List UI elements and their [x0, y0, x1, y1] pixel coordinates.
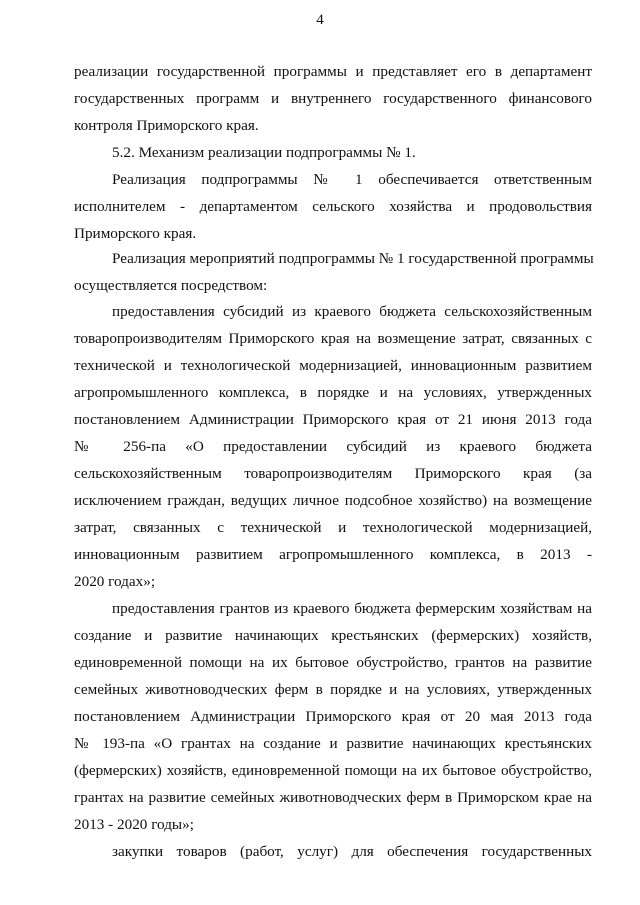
text-line: закупки товаров (работ, услуг) для обеспечения государственных	[112, 843, 592, 860]
text-line: товаропроизводителям Приморского края на возмещение затрат, связанных с	[74, 330, 592, 347]
text-line: затрат, связанных с технической и технологической модернизацией,	[74, 519, 592, 536]
text-line: 2020 годах»;	[74, 573, 156, 590]
text-line: постановлением Администрации Приморского края от 21 июня 2013 года	[74, 411, 592, 428]
text-line: предоставления субсидий из краевого бюджета сельскохозяйственным	[112, 303, 592, 320]
text-line: сельскохозяйственным товаропроизводителям Приморского края (за	[74, 465, 592, 482]
text-line: исполнителем - департаментом сельского хозяйства и продовольствия	[74, 198, 592, 215]
text-line: № 193-па «О грантах на создание и развитие начинающих крестьянских	[74, 735, 592, 752]
text-line: создание и развитие начинающих крестьянских (фермерских) хозяйств,	[74, 627, 592, 644]
text-line: исключением граждан, ведущих личное подсобное хозяйство) на возмещение	[74, 492, 592, 509]
text-line: № 256-па «О предоставлении субсидий из краевого бюджета	[74, 438, 592, 455]
text-line: 2013 - 2020 годы»;	[74, 816, 194, 833]
text-line: реализации государственной программы и представляет его в департамент	[74, 63, 592, 80]
text-line: (фермерских) хозяйств, единовременной помощи на их бытовое обустройство,	[74, 762, 592, 779]
text-line: грантах на развитие семейных животноводческих ферм в Приморском крае на	[74, 789, 592, 806]
text-line: инновационным развитием агропромышленного комплекса, в 2013 -	[74, 546, 592, 563]
text-line: Реализация подпрограммы № 1 обеспечивается ответственным	[112, 171, 592, 188]
text-line: Приморского края.	[74, 225, 197, 242]
text-line: единовременной помощи на их бытовое обустройство, грантов на развитие	[74, 654, 592, 671]
text-line: государственных программ и внутреннего государственного финансового	[74, 90, 592, 107]
section-heading: 5.2. Механизм реализации подпрограммы № 1.	[112, 144, 416, 161]
text-line: контроля Приморского края.	[74, 117, 259, 134]
text-line: постановлением Администрации Приморского края от 20 мая 2013 года	[74, 708, 592, 725]
text-line: агропромышленного комплекса, в порядке и на условиях, утвержденных	[74, 384, 592, 401]
text-line: семейных животноводческих ферм в порядке и на условиях, утвержденных	[74, 681, 592, 698]
page-number: 4	[316, 12, 324, 28]
text-line: технической и технологической модернизацией, инновационным развитием	[74, 357, 592, 374]
text-line: осуществляется посредством:	[74, 277, 268, 294]
text-line: Реализация мероприятий подпрограммы № 1 государственной программы	[112, 250, 594, 267]
text-line: предоставления грантов из краевого бюджета фермерским хозяйствам на	[112, 600, 592, 617]
